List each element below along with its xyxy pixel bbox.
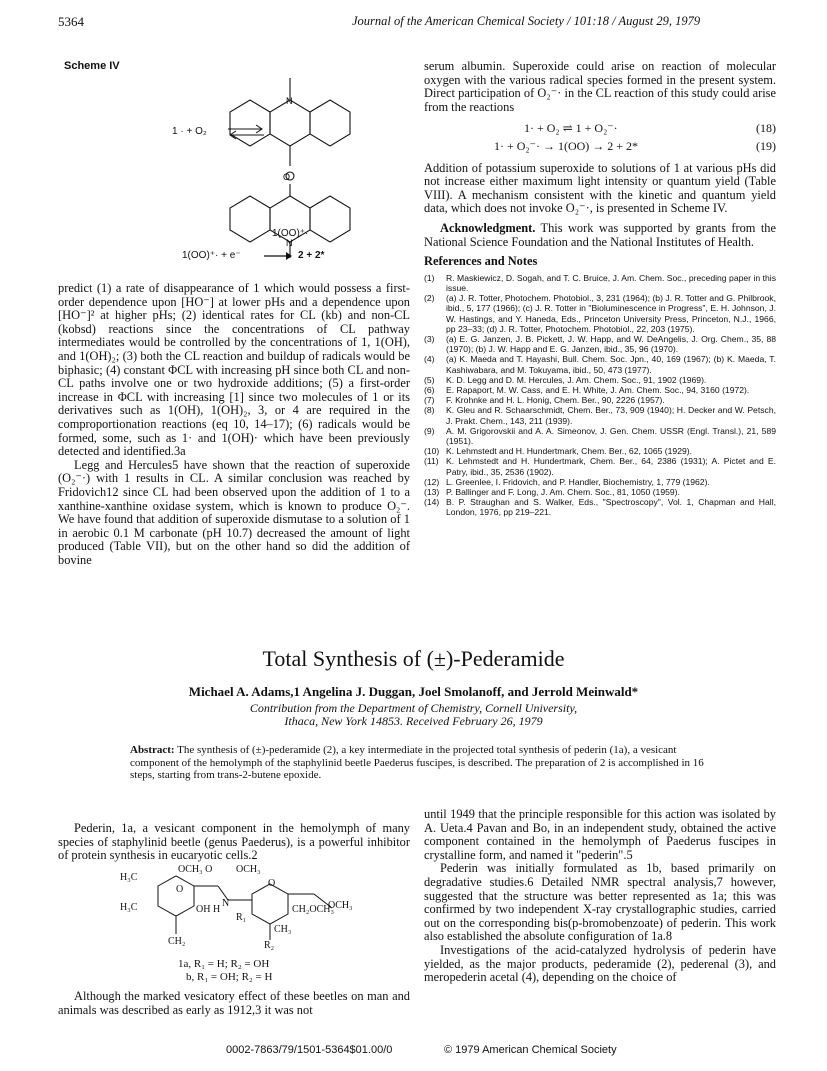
- body-right-column: [424, 808, 776, 985]
- paragraph: serum albumin. Superoxide could arise on reaction of molecular oxygen with the various radical species formed in the present system. Direct participation of O₂⁻· in the CL reaction of this study could arise from the reactions: [424, 59, 776, 114]
- reference-item: [424, 426, 776, 446]
- reference-number: (10): [424, 446, 440, 457]
- paragraph: Investigations of the acid-catalyzed hydrolysis of pederin have yielded, as the major products, pederamide (2), pederenal (3), and meropederin acetal (4), depending on the choice of: [424, 942, 776, 985]
- abstract-text: The synthesis of (±)-pederamide (2), a key intermediate in the projected total synthesis of pederin (1a), a vesicant component of the hemolymph of the staphylinid beetle Paederus fuscipes, is described. The preparation of 2 is accomplished in 16 steps, starting from trans-2-butene epoxide.: [130, 744, 704, 781]
- reference-item: [424, 497, 776, 517]
- reference-number: (6): [424, 384, 435, 395]
- article-title: Total Synthesis of (±)-Pederamide: [262, 646, 565, 671]
- reference-number: (4): [424, 354, 435, 365]
- journal-header: Journal of the American Chemical Society / 101:18 / August 29, 1979: [352, 14, 701, 28]
- reference-item: [424, 456, 776, 476]
- scheme-label: Scheme IV: [64, 60, 120, 72]
- paragraph: Addition of potassium superoxide to solutions of 1 at various pHs did not increase either maximum light intensity or quantum yield (Table VIII). A mechanism consistent with the kinetic and quantum yield data, which does not invoke O₂⁻·, is presented in Scheme IV.: [424, 160, 776, 216]
- references-list: [424, 273, 776, 518]
- page-number: 5364: [58, 14, 84, 29]
- arrow-right-icon: [262, 250, 294, 262]
- scheme-product-1: 1(OO)⁺·: [272, 228, 309, 239]
- svg-text:H₃C: H₃C: [120, 902, 138, 913]
- pederin-structure: [118, 864, 378, 950]
- reference-text: (a) J. R. Totter, Photochem. Photobiol., 3, 231 (1964); (b) J. R. Totter and G. Philbrook, ibid., 5, 177 (1966); (c) J. R. Totter in "Bioluminescence in Progress", E. H. Johnson, J. W. Hastings, and Y. Haneda, Eds., Princeton University Press, Princeton, N.J., 1966, pp 23–33; (d) J. R. Totter, Photochem. Photobiol., 22, 203 (1975).: [446, 293, 776, 334]
- acknowledgment: [424, 222, 776, 249]
- affiliation: [0, 702, 827, 728]
- reference-item: [424, 477, 776, 487]
- paragraph: Pederin was initially formulated as 1b, based primarily on degradative studies.6 Detailed NMR spectral analysis,7 however, suggested that the structure was better represented as 1a; this was confirmed by two independent X-ray crystallographic studies, carried out on the corresponding bis(p-bromobenzoate) of pederin. This work also established the absolute configuration of 1a.8: [424, 861, 776, 944]
- paragraph: Legg and Hercules5 have shown that the reaction of superoxide (O₂⁻·) with 1 results in CL. A similar conclusion was reached by Fridovich12 since CL had been observed upon the addition of 1 to a xanthine-xanthine oxidase system, which is known to produce O₂⁻. We have found that addition of superoxide dismutase to a solution of 1 in aerobic 0.1 M carbonate (pH 10.7) decreased the amount of light produced (Table VII), but on the other hand so did the addition of bovine: [58, 457, 410, 567]
- reference-number: (14): [424, 497, 440, 508]
- paragraph: until 1949 that the principle responsible for this action was isolated by A. Ueta.4 Pavan and Bo, in an independent study, obtained the active component contained in the hemolymph of Paederus fuscipes in crystalline form, and named it "pederin".5: [424, 807, 776, 862]
- reference-item: [424, 354, 776, 374]
- svg-text:O: O: [283, 172, 291, 182]
- svg-text:OCH₃: OCH₃: [236, 864, 261, 875]
- ack-text: This work was supported by grants from the National Science Foundation and the National Institutes of Health.: [424, 220, 776, 249]
- svg-text:O: O: [268, 878, 276, 889]
- svg-text:CH₂: CH₂: [168, 936, 186, 947]
- reference-number: (7): [424, 395, 435, 406]
- reference-number: (13): [424, 486, 440, 497]
- reference-text: B. P. Straughan and S. Walker, Eds., "Spectroscopy", Vol. 1, Chapman and Hall, London, 1976, pp 219–221.: [446, 497, 776, 518]
- svg-text:CH₃: CH₃: [274, 924, 292, 935]
- reference-item: [424, 273, 776, 293]
- footer-copyright: © 1979 American Chemical Society: [444, 1044, 617, 1056]
- paragraph: Although the marked vesicatory effect of these beetles on man and animals was described as early as 1912,3 it was not: [58, 989, 410, 1017]
- svg-text:O: O: [176, 884, 184, 895]
- paragraph: predict (1) a rate of disappearance of 1 which would possess a first-order dependence upon [HO⁻] at lower pHs and a dependence upon [HO⁻]² at higher pHs; (2) identical rates for CL (kb) and non-CL (kobsd) reactions since the concentrations of CL pathway intermediates would be controlled by the concentrations of 1, 1(OH), and 1(OH)₂; (3) both the CL reaction and buildup of radicals would be biphasic; (4) constant ΦCL with increasing pH since both CL and non-CL paths involve one or two hydroxide additions; (5) a first-order increase in ΦCL with increasing [1] since two molecules of 1 or its derivatives such as 1(OH), 1(OH)₂, 3, or 4 are required in the comproportionation reactions (eq 10, 14–17); (6) radicals would be formed, some, such as 1· and 1(OH)· which have been previously detected and identified.3a: [58, 281, 410, 459]
- reference-number: (1): [424, 272, 435, 283]
- reference-number: (9): [424, 425, 435, 436]
- authors: Michael A. Adams,1 Angelina J. Duggan, Joel Smolanoff, and Jerrold Meinwald*: [188, 684, 639, 699]
- svg-text:CH₂OCH₃: CH₂OCH₃: [292, 904, 334, 915]
- abstract-heading: Abstract:: [130, 744, 175, 756]
- ack-heading: Acknowledgment.: [440, 220, 536, 235]
- reference-text: F. Krohnke and H. L. Honig, Chem. Ber., 90, 2226 (1957).: [446, 395, 665, 406]
- equilibrium-arrow-icon: [226, 124, 266, 140]
- reference-item: [424, 487, 776, 497]
- scheme-iv-structure: [150, 70, 390, 270]
- svg-text:OCH₃ O: OCH₃ O: [178, 864, 213, 875]
- svg-text:N: N: [286, 96, 293, 106]
- equation-text: 1· + O₂⁻· → 1(OO) → 2 + 2*: [494, 138, 639, 153]
- footer-code: 0002-7863/79/1501-5364$01.00/0: [226, 1044, 393, 1056]
- equation-text: 1· + O₂ ⇌ 1 + O₂⁻·: [524, 121, 618, 136]
- reference-text: P. Ballinger and F. Long, J. Am. Chem. Soc., 81, 1050 (1959).: [446, 486, 680, 497]
- reference-item: [424, 293, 776, 334]
- reference-text: K. Gleu and R. Schaarschmidt, Chem. Ber., 73, 909 (1940); H. Decker and W. Petsch, J. Prakt. Chem., 143, 211 (1939).: [446, 405, 776, 426]
- equation-19: [424, 140, 776, 154]
- structure-label-1a: 1a, R₁ = H; R₂ = OH: [178, 958, 270, 970]
- reference-item: [424, 385, 776, 395]
- body-left-column-bottom: [58, 990, 410, 1017]
- reference-item: [424, 405, 776, 425]
- reference-text: E. Rapaport, M. W. Cass, and E. H. White, J. Am. Chem. Soc., 94, 3160 (1972).: [446, 384, 750, 395]
- reference-number: (11): [424, 456, 439, 467]
- reference-item: [424, 395, 776, 405]
- references-heading: References and Notes: [424, 254, 538, 269]
- reference-item: [424, 334, 776, 354]
- paragraph: Pederin, 1a, a vesicant component in the hemolymph of many species of staphylinid beetle (genus Paederus), is a powerful inhibitor of protein synthesis in eucaryotic cells.2: [58, 821, 410, 863]
- svg-text:N: N: [222, 898, 230, 909]
- affiliation-line: Ithaca, New York 14853. Received February 26, 1979: [284, 714, 543, 728]
- svg-text:OCH₃: OCH₃: [328, 900, 353, 911]
- reference-text: K. Lehmstedt and H. Hundertmark, Chem. Ber., 64, 2386 (1931); A. Pictet and E. Patry, ibid., 35, 2536 (1902).: [446, 456, 776, 477]
- body-left-column: [58, 822, 410, 863]
- reference-text: L. Greenlee, I. Fridovich, and P. Handler, Biochemistry, 1, 779 (1962).: [446, 476, 710, 487]
- affiliation-line: Contribution from the Department of Chemistry, Cornell University,: [249, 701, 578, 715]
- scheme-reactant-1: 1 · + O₂: [172, 126, 207, 137]
- abstract: [130, 744, 704, 782]
- equation-number: (18): [756, 121, 776, 136]
- reference-number: (5): [424, 374, 435, 385]
- reference-text: (a) E. G. Janzen, J. B. Pickett, J. W. Happ, and W. DeAngelis, J. Org. Chem., 35, 88 (1970); (b) J. W. Happ and E. G. Janzen, ibid., 35, 96 (1970).: [446, 333, 776, 355]
- svg-text:H₃C: H₃C: [120, 872, 138, 883]
- svg-text:R₁: R₁: [236, 912, 247, 923]
- equation-18: [424, 122, 776, 136]
- reference-text: K. Lehmstedt and H. Hundertmark, Chem. Ber., 62, 1065 (1929).: [446, 446, 693, 457]
- right-column-top: [424, 60, 776, 518]
- reference-item: [424, 446, 776, 456]
- scheme-product-2: 2 + 2*: [298, 250, 325, 261]
- svg-text:OH H: OH H: [196, 904, 221, 915]
- structure-label-1b: b, R₁ = OH; R₂ = H: [186, 971, 273, 983]
- reference-text: K. D. Legg and D. M. Hercules, J. Am. Chem. Soc., 91, 1902 (1969).: [446, 374, 707, 385]
- reference-text: R. Maskiewicz, D. Sogah, and T. C. Bruice, J. Am. Chem. Soc., preceding paper in this issue.: [446, 272, 776, 293]
- scheme-reactant-2: 1(OO)⁺· + e⁻: [182, 250, 241, 261]
- reference-text: (a) K. Maeda and T. Hayashi, Bull. Chem. Soc. Jpn., 40, 169 (1967); (b) K. Maeda, T. Kashiwabara, and M. Tokuyama, ibid., 50, 473 (1977).: [446, 354, 776, 375]
- reference-number: (3): [424, 333, 435, 344]
- equation-number: (19): [756, 138, 776, 153]
- reference-item: [424, 375, 776, 385]
- svg-text:N: N: [286, 238, 293, 248]
- reference-number: (12): [424, 476, 440, 487]
- svg-text:R₂: R₂: [264, 940, 275, 950]
- left-column-top: [58, 282, 410, 567]
- reference-text: A. M. Grigorovskii and A. A. Simeonov, J. Gen. Chem. USSR (Engl. Transl.), 21, 589 (1951).: [446, 425, 776, 446]
- reference-number: (2): [424, 293, 435, 304]
- reference-number: (8): [424, 405, 435, 416]
